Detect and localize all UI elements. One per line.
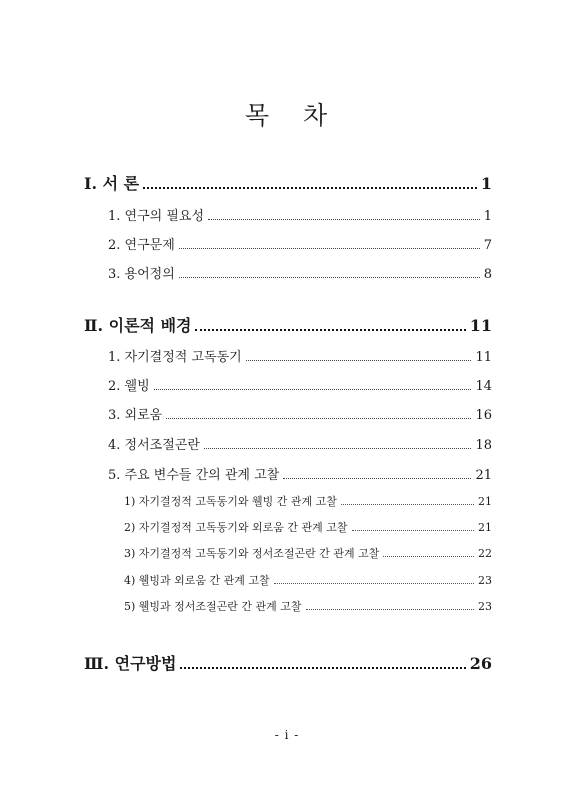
toc-page-number: 16 xyxy=(475,408,492,423)
toc-label: 2. 연구문제 xyxy=(108,238,175,253)
toc-subsection-2-5-5[interactable] xyxy=(124,598,492,614)
toc-chapter-3[interactable] xyxy=(84,651,492,674)
toc-label: 4. 정서조절곤란 xyxy=(108,438,200,453)
dot-leader xyxy=(179,247,480,249)
page-title: 목 차 xyxy=(244,101,330,130)
toc-page-number: 14 xyxy=(475,379,492,394)
toc-label: 5) 웰빙과 정서조절곤란 간 관계 고찰 xyxy=(124,600,302,613)
toc-subsection-2-5-2[interactable] xyxy=(124,519,492,535)
toc-label: 5. 주요 변수들 간의 관계 고찰 xyxy=(108,468,280,483)
toc-page-number: 11 xyxy=(469,316,492,335)
dot-leader xyxy=(143,186,477,189)
toc-page-number: 21 xyxy=(478,521,492,534)
toc-chapter-2[interactable] xyxy=(84,313,492,336)
dot-leader xyxy=(383,555,474,557)
dot-leader xyxy=(154,388,472,390)
toc-page-number: 7 xyxy=(483,238,492,253)
toc-section-2-1[interactable] xyxy=(108,346,492,365)
toc-section-1-2[interactable] xyxy=(108,234,492,253)
dot-leader xyxy=(166,417,471,419)
dot-leader xyxy=(208,218,480,220)
toc-label: 3. 외로움 xyxy=(108,408,163,423)
toc-chapter-1[interactable] xyxy=(84,171,492,194)
toc-section-2-2[interactable] xyxy=(108,375,492,394)
dot-leader xyxy=(306,608,474,610)
toc-page-number: 8 xyxy=(483,267,492,282)
toc-label: 2) 자기결정적 고독동기와 외로움 간 관계 고찰 xyxy=(124,521,348,534)
toc-section-2-5[interactable] xyxy=(108,464,492,483)
dot-leader xyxy=(341,503,474,505)
toc-page-number: 22 xyxy=(478,547,492,560)
toc-section-2-3[interactable] xyxy=(108,404,492,423)
toc-page-number: 11 xyxy=(475,350,492,365)
toc-label: Ⅲ. 연구방법 xyxy=(84,654,177,673)
toc-label: Ⅱ. 이론적 배경 xyxy=(84,316,192,335)
toc-label: 2. 웰빙 xyxy=(108,379,150,394)
toc-page-number: 1 xyxy=(480,174,492,193)
dot-leader xyxy=(179,276,480,278)
toc-label: 1. 자기결정적 고독동기 xyxy=(108,350,242,365)
toc-page-number: 18 xyxy=(475,438,492,453)
toc-page-number: 21 xyxy=(475,468,492,483)
toc-subsection-2-5-4[interactable] xyxy=(124,572,492,588)
dot-leader xyxy=(283,477,471,479)
toc-section-2-4[interactable] xyxy=(108,434,492,453)
toc-page-number: 23 xyxy=(478,600,492,613)
dot-leader xyxy=(195,328,465,331)
dot-leader xyxy=(180,666,465,669)
dot-leader xyxy=(204,447,472,449)
toc-label: 3. 용어정의 xyxy=(108,267,175,282)
toc-label: 1) 자기결정적 고독동기와 웰빙 간 관계 고찰 xyxy=(124,495,337,508)
toc-page-number: 26 xyxy=(469,654,492,673)
toc-page-number: 21 xyxy=(478,495,492,508)
toc-section-1-1[interactable] xyxy=(108,205,492,224)
toc-label: 4) 웰빙과 외로움 간 관계 고찰 xyxy=(124,574,270,587)
toc-page-number: 1 xyxy=(483,209,492,224)
toc-page-number: 23 xyxy=(478,574,492,587)
toc-label: Ⅰ. 서 론 xyxy=(84,174,140,193)
toc-label: 1. 연구의 필요성 xyxy=(108,209,205,224)
toc-subsection-2-5-1[interactable] xyxy=(124,493,492,509)
dot-leader xyxy=(274,582,474,584)
toc-section-1-3[interactable] xyxy=(108,263,492,282)
dot-leader xyxy=(246,359,472,361)
toc-label: 3) 자기결정적 고독동기와 정서조절곤란 간 관계 고찰 xyxy=(124,547,380,560)
page-number-footer: - i - xyxy=(274,728,300,742)
toc-subsection-2-5-3[interactable] xyxy=(124,545,492,561)
dot-leader xyxy=(352,529,474,531)
